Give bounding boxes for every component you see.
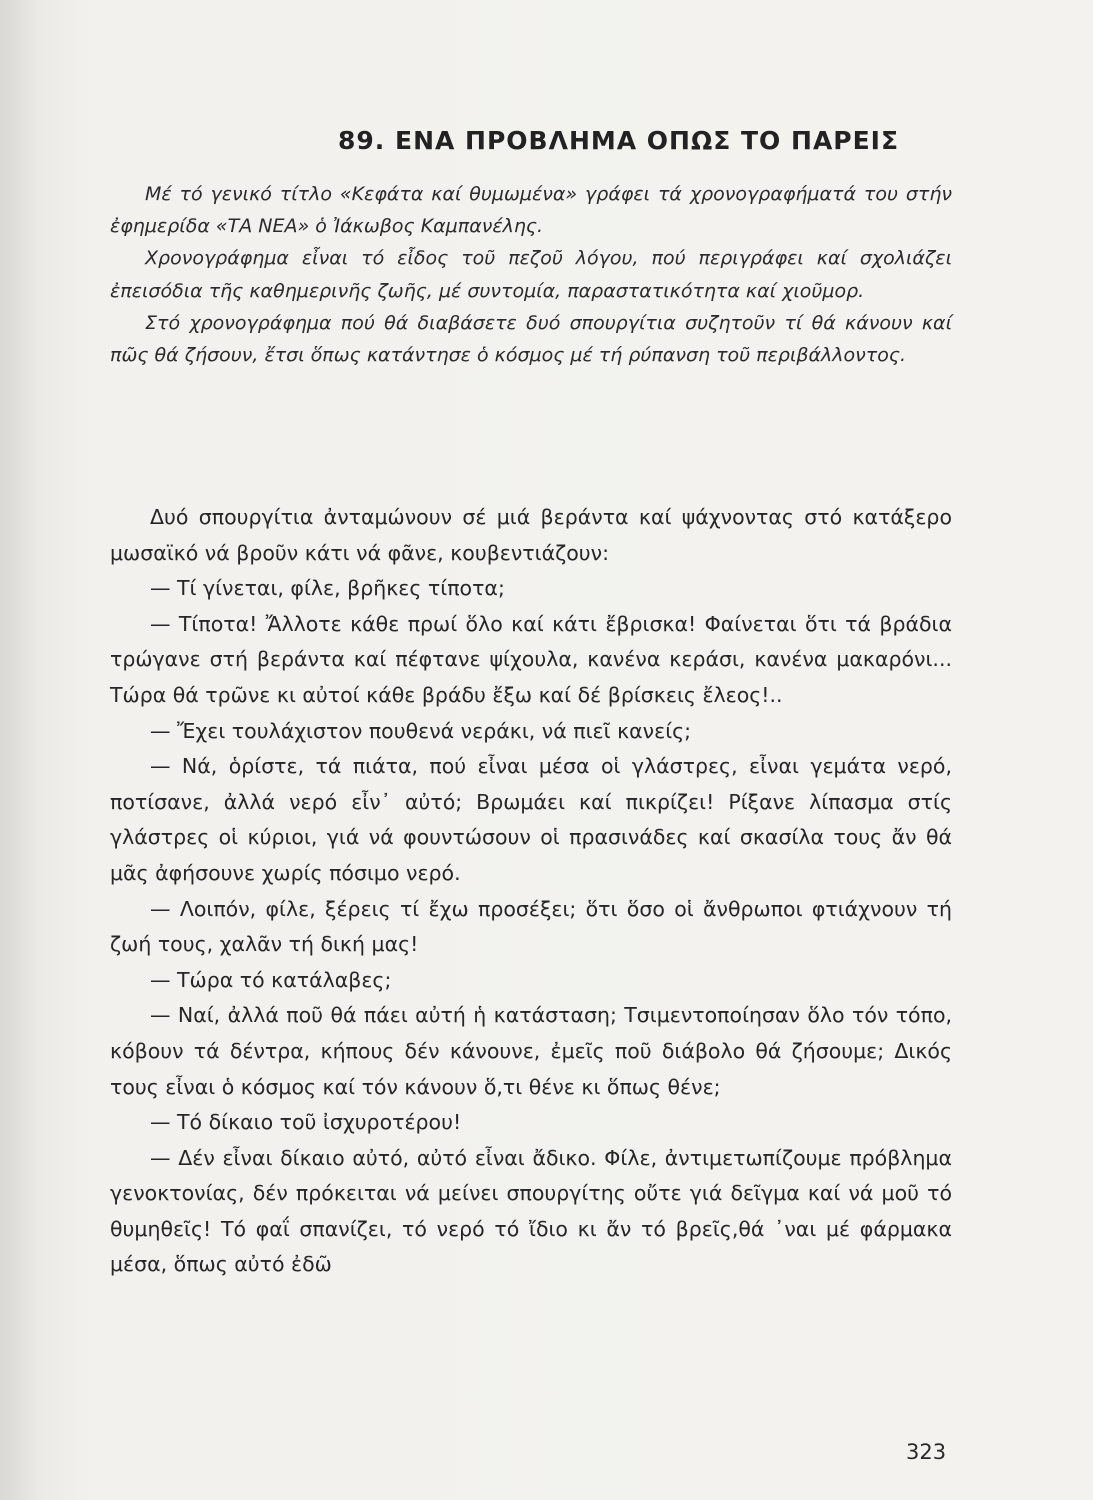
dialogue-line: — Τό δίκαιο τοῦ ἰσχυροτέρου! bbox=[150, 1110, 462, 1135]
intro-paragraph: Χρονογράφημα εἶναι τό εἶδος τοῦ πεζοῦ λόγου, πού περιγράφει καί σχολιάζει ἐπεισόδια τῆς καθημερινῆς ζωῆς, μέ συντομία, παραστατικότητα καί χιοῦμορ. bbox=[110, 247, 952, 302]
dialogue-line: — Λοιπόν, φίλε, ξέρεις τί ἔχω προσέξει; ὅτι ὅσο οἱ ἄνθρωποι φτιάχνουν τή ζωή τους, χαλᾶν τή δική μας! bbox=[110, 896, 952, 957]
dialogue-line: — Νά, ὁρίστε, τά πιάτα, πού εἶναι μέσα οἱ γλάστρες, εἶναι γεμάτα νερό, ποτίσανε, ἀλλά νερό εἶν᾽ αὐτό; Βρωμάει καί πικρίζει! Ρίξανε λίπασμα στίς γλάστρες οἱ κύριοι, γιά νά φουντώσουν οἱ πρασινάδες καί σκασίλα τους ἄν θά μᾶς ἀφήσουνε χωρίς πόσιμο νερό. bbox=[110, 754, 952, 885]
chapter-body bbox=[110, 500, 952, 1283]
chapter-title: 89. ΕΝΑ ΠΡΟΒΛΗΜΑ ΟΠΩΣ ΤΟ ΠΑΡΕΙΣ bbox=[338, 126, 900, 155]
dialogue-line: — Τί γίνεται, φίλε, βρῆκες τίποτα; bbox=[150, 576, 505, 601]
intro-paragraph: Στό χρονογράφημα πού θά διαβάσετε δυό σπουργίτια συζητοῦν τί θά κάνουν καί πῶς θά ζήσουν, ἔτσι ὅπως κατάντησε ὁ κόσμος μέ τή ρύπανση τοῦ περιβάλλοντος. bbox=[110, 311, 952, 367]
intro-paragraph: Μέ τό γενικό τίτλο «Κεφάτα καί θυμωμένα» γράφει τά χρονογραφήματά του στήν ἐφημερίδα «ΤΑ ΝΕΑ» ὁ Ἰάκωβος Καμπανέλης. bbox=[110, 183, 952, 238]
chapter-intro bbox=[110, 178, 952, 371]
dialogue-line: — Ναί, ἀλλά ποῦ θά πάει αὐτή ἡ κατάσταση; Τσιμεντοποίησαν ὅλο τόν τόπο, κόβουν τά δέντρα, κήπους δέν κάνουνε, ἐμεῖς ποῦ διάβολο θά ζήσουμε; Δικός τους εἶναι ὁ κόσμος καί τόν κάνουν ὅ,τι θένε κι ὅπως θένε; bbox=[110, 1003, 952, 1099]
dialogue-line: — Τίποτα! Ἄλλοτε κάθε πρωί ὅλο καί κάτι ἔβρισκα! Φαίνεται ὅτι τά βράδια τρώγανε στή βεράντα καί πέφτανε ψίχουλα, κανένα κεράσι, κανένα μακαρόνι... Τώρα θά τρῶνε κι αὐτοί κάθε βράδυ ἔξω καί δέ βρίσκεις ἔλεος!.. bbox=[110, 611, 952, 707]
dialogue-line: — Δέν εἶναι δίκαιο αὐτό, αὐτό εἶναι ἄδικο. Φίλε, ἀντιμετωπίζουμε πρόβλημα γενοκτονίας, δέν πρόκειται νά μείνει σπουργίτης οὔτε γιά δεῖγμα καί νά μοῦ τό θυμηθεῖς! Τό φαΐ σπανίζει, τό νερό τό ἴδιο κι ἄν τό βρεῖς,θά ᾽ναι μέ φάρμακα μέσα, ὅπως αὐτό ἐδῶ bbox=[110, 1145, 952, 1277]
page-number: 323 bbox=[906, 1440, 947, 1464]
body-paragraph: Δυό σπουργίτια ἀνταμώνουν σέ μιά βεράντα καί ψάχνοντας στό κατάξερο μωσαϊκό νά βροῦν κάτι νά φᾶνε, κουβεντιάζουν: bbox=[110, 505, 952, 565]
dialogue-line: — Ἔχει τουλάχιστον πουθενά νεράκι, νά πιεῖ κανείς; bbox=[150, 718, 692, 743]
dialogue-line: — Τώρα τό κατάλαβες; bbox=[150, 967, 392, 992]
